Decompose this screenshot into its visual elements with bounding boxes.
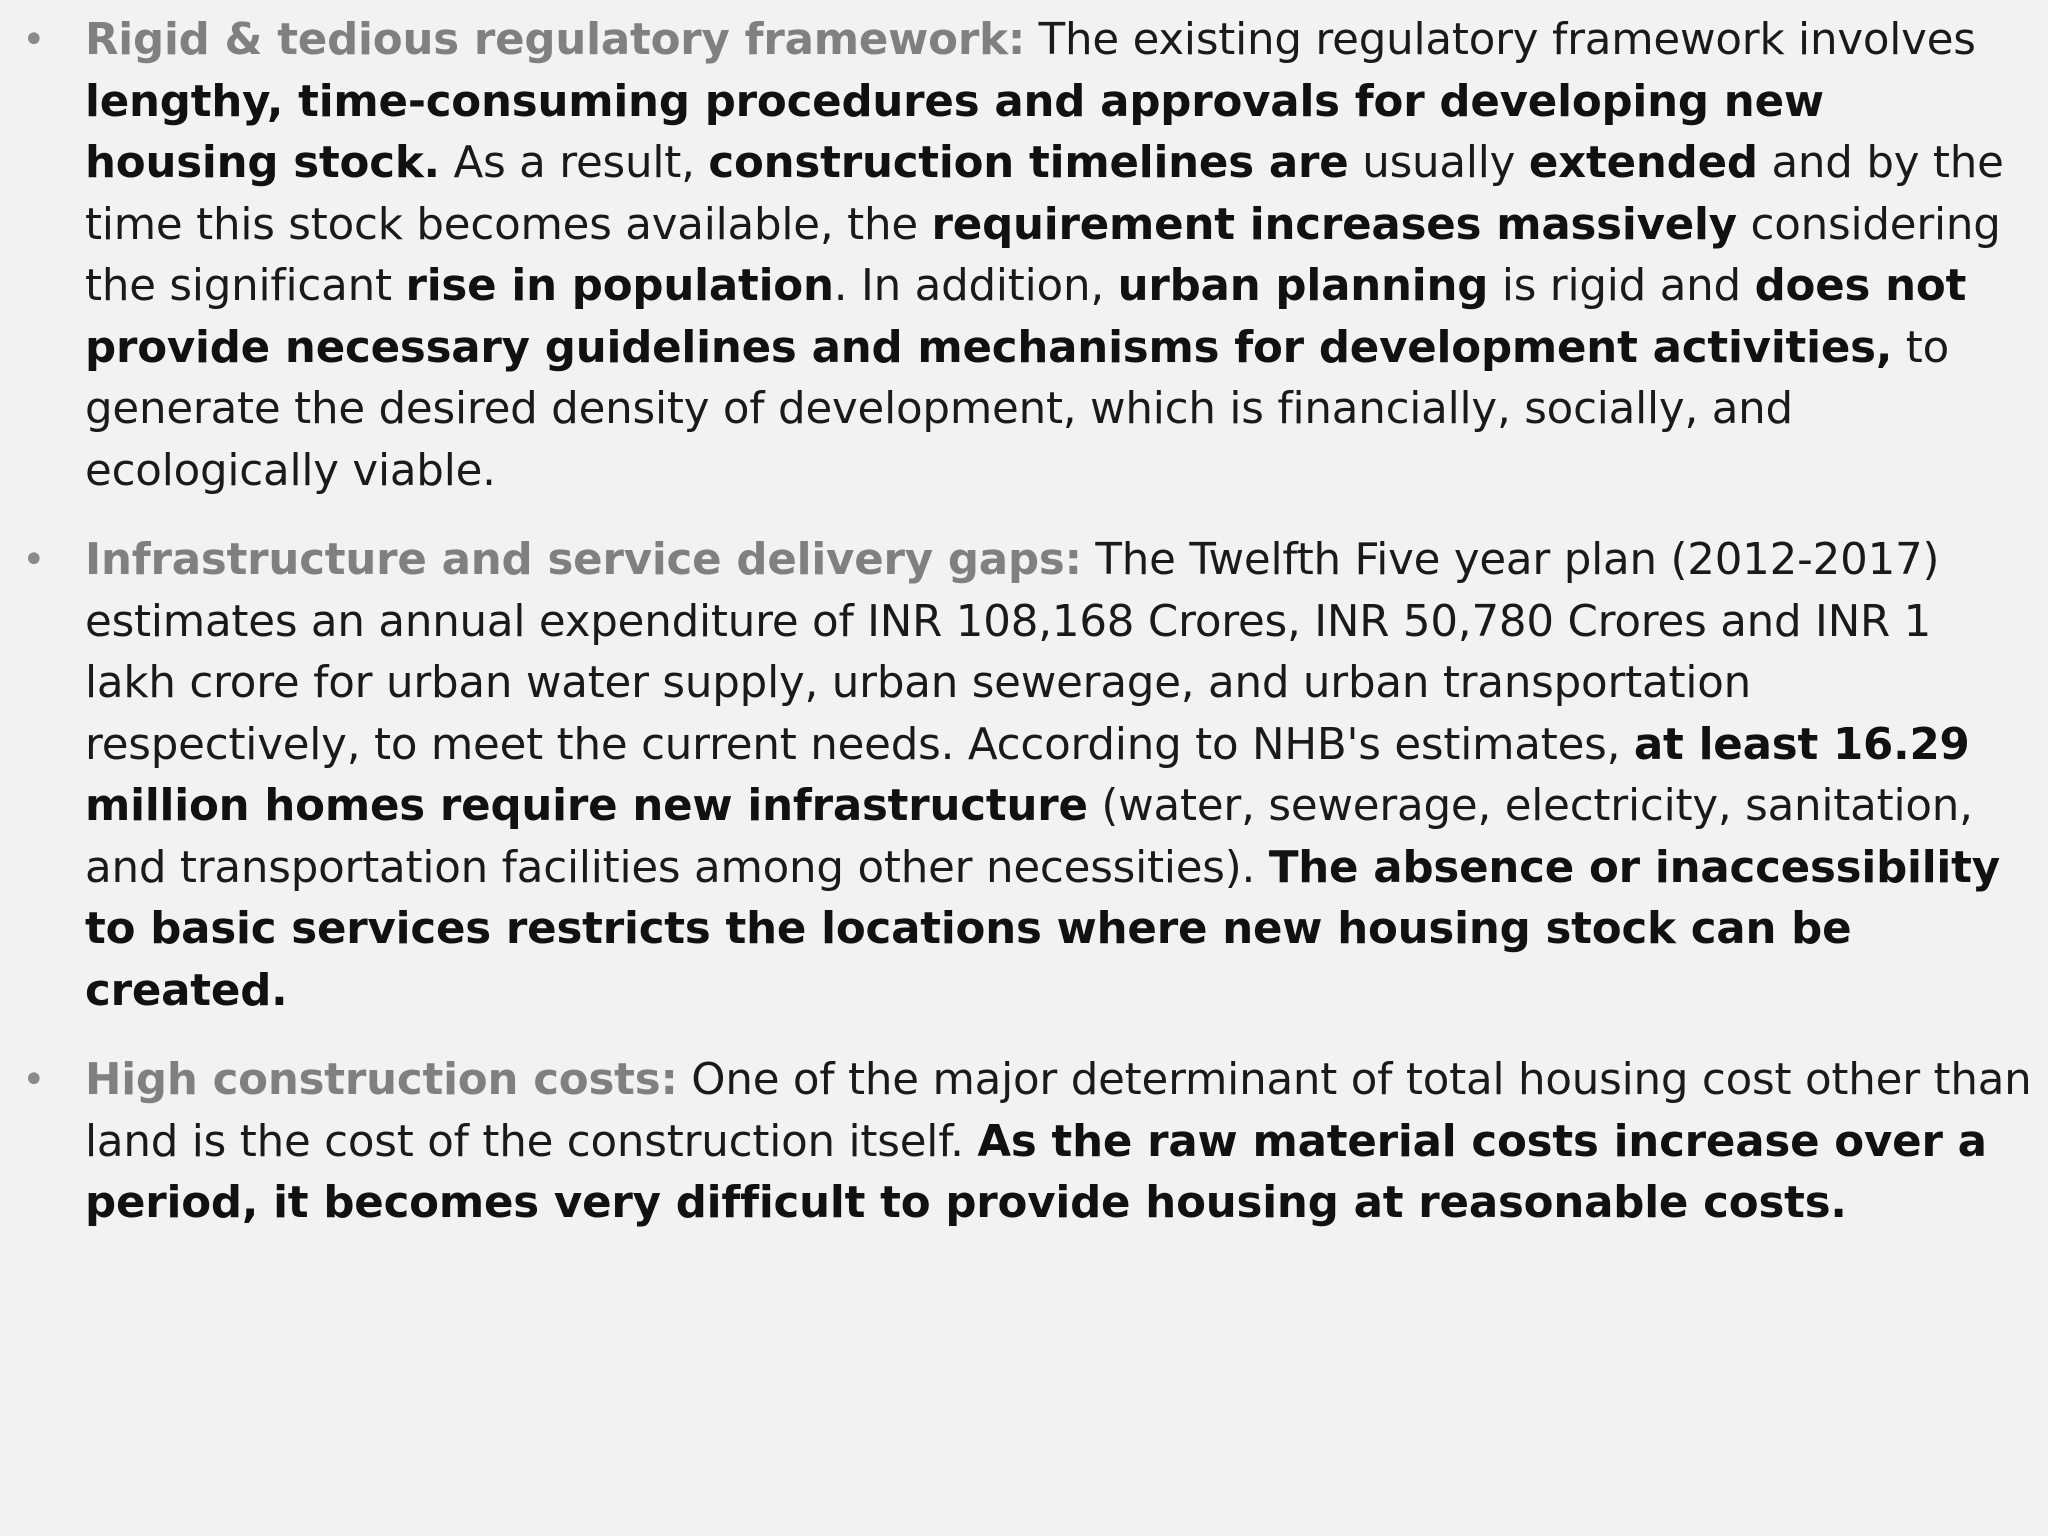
bullet-dot-icon: • [22,537,46,583]
bullet-dot-icon: • [22,17,46,63]
bullet-emphasis: The absence or inaccessibility to basic services restricts the locations where new housing stock can be created. [85,842,2000,1016]
bullet-text: and by the time this stock becomes available, the [85,138,2004,250]
bullet-heading: Rigid & tedious regulatory framework: [85,15,1026,65]
bullet-list [22,10,2032,1263]
bullet-text: As a result, [439,138,709,188]
bullet-text: usually [1348,138,1529,188]
bullet-text: . In addition, [833,261,1118,311]
bullet-text: to generate the desired density of development, which is financially, socially, and ecologically viable. [85,322,1950,496]
bullet-emphasis: at least 16.29 million homes require new infrastructure [85,719,1970,831]
bullet-text: The existing regulatory framework involves [1025,15,1976,65]
bullet-emphasis: lengthy, time-consuming procedures and approvals for developing new housing stock. [85,76,1824,188]
bullet-infrastructure-gaps [22,530,2032,1022]
bullet-text: (water, sewerage, electricity, sanitation, and transportation facilities among other necessities). [85,781,1973,893]
bullet-emphasis: urban planning [1117,261,1489,311]
bullet-text: The Twelfth Five year plan (2012-2017) estimates an annual expenditure of INR 108,168 Crores, INR 50,780 Crores and INR 1 lakh crore for urban water supply, urban sewerage, and urban transportation respectively, to meet the current needs. According to NHB's estimates, [85,535,1940,770]
bullet-emphasis: As the raw material costs increase over a period, it becomes very difficult to provide housing at reasonable costs. [85,1116,1987,1228]
bullet-emphasis: rise in population [405,261,834,311]
bullet-dot-icon: • [22,1057,46,1103]
bullet-emphasis: does not provide necessary guidelines and mechanisms for development activities, [85,261,1967,373]
bullet-emphasis: extended [1528,138,1758,188]
bullet-heading: High construction costs: [85,1055,678,1105]
bullet-emphasis: construction timelines are [708,138,1349,188]
bullet-text: considering the significant [85,199,2001,311]
bullet-text: is rigid and [1488,261,1755,311]
bullet-construction-costs [22,1050,2032,1235]
bullet-heading: Infrastructure and service delivery gaps: [85,535,1082,585]
bullet-text: One of the major determinant of total housing cost other than land is the cost of the construction itself. [85,1055,2032,1167]
bullet-emphasis: requirement increases massively [931,199,1737,250]
bullet-regulatory-framework [22,10,2032,502]
